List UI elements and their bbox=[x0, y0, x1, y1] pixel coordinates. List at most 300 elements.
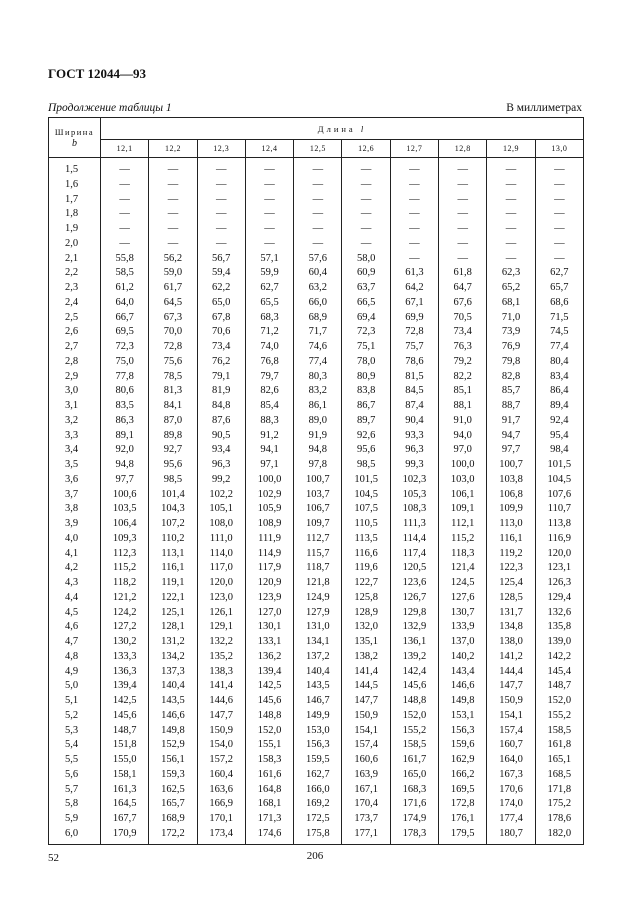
value-cell: 132,0 bbox=[342, 620, 390, 635]
value-cell: — bbox=[149, 222, 197, 237]
value-cell: 161,7 bbox=[390, 753, 438, 768]
value-cell: 126,7 bbox=[390, 591, 438, 606]
value-cell: — bbox=[245, 237, 293, 252]
value-cell: 152,0 bbox=[535, 694, 583, 709]
value-cell: 116,1 bbox=[487, 532, 535, 547]
value-cell: 66,5 bbox=[342, 296, 390, 311]
value-cell: 71,7 bbox=[294, 325, 342, 340]
value-cell: 116,1 bbox=[149, 561, 197, 576]
value-cell: — bbox=[535, 207, 583, 222]
value-cell: 163,9 bbox=[342, 768, 390, 783]
width-cell: 5,0 bbox=[49, 679, 101, 694]
table-row bbox=[49, 325, 584, 340]
width-label: Ширина bbox=[54, 126, 95, 137]
value-cell: — bbox=[149, 178, 197, 193]
width-cell: 5,3 bbox=[49, 724, 101, 739]
width-cell: 4,4 bbox=[49, 591, 101, 606]
value-cell: 144,4 bbox=[487, 665, 535, 680]
value-cell: 142,5 bbox=[245, 679, 293, 694]
value-cell: 155,2 bbox=[535, 709, 583, 724]
value-cell: 107,5 bbox=[342, 502, 390, 517]
value-cell: 83,8 bbox=[342, 384, 390, 399]
value-cell: — bbox=[294, 158, 342, 178]
value-cell: — bbox=[439, 222, 487, 237]
value-cell: 124,9 bbox=[294, 591, 342, 606]
width-cell: 5,6 bbox=[49, 768, 101, 783]
value-cell: 98,5 bbox=[149, 473, 197, 488]
value-cell: 57,1 bbox=[245, 252, 293, 267]
value-cell: 97,1 bbox=[245, 458, 293, 473]
value-cell: 171,8 bbox=[535, 783, 583, 798]
value-cell: — bbox=[439, 207, 487, 222]
value-cell: 168,5 bbox=[535, 768, 583, 783]
value-cell: 97,0 bbox=[439, 443, 487, 458]
value-cell: 65,7 bbox=[535, 281, 583, 296]
width-cell: 2,3 bbox=[49, 281, 101, 296]
value-cell: 78,6 bbox=[390, 355, 438, 370]
value-cell: 113,0 bbox=[487, 517, 535, 532]
value-cell: 138,2 bbox=[342, 650, 390, 665]
value-cell: 132,2 bbox=[197, 635, 245, 650]
value-cell: 80,6 bbox=[101, 384, 149, 399]
value-cell: 176,1 bbox=[439, 812, 487, 827]
value-cell: 118,3 bbox=[439, 547, 487, 562]
width-cell: 2,6 bbox=[49, 325, 101, 340]
value-cell: 165,1 bbox=[535, 753, 583, 768]
value-cell: 65,5 bbox=[245, 296, 293, 311]
value-cell: 163,6 bbox=[197, 783, 245, 798]
value-cell: — bbox=[101, 178, 149, 193]
width-cell: 2,4 bbox=[49, 296, 101, 311]
value-cell: 64,7 bbox=[439, 281, 487, 296]
table-body bbox=[49, 158, 584, 845]
value-cell: 82,8 bbox=[487, 370, 535, 385]
value-cell: 175,8 bbox=[294, 827, 342, 844]
value-cell: 160,6 bbox=[342, 753, 390, 768]
value-cell: 153,0 bbox=[294, 724, 342, 739]
value-cell: 69,4 bbox=[342, 311, 390, 326]
value-cell: 106,7 bbox=[294, 502, 342, 517]
value-cell: 154,0 bbox=[197, 738, 245, 753]
value-cell: 173,7 bbox=[342, 812, 390, 827]
value-cell: 133,1 bbox=[245, 635, 293, 650]
value-cell: 139,4 bbox=[101, 679, 149, 694]
value-cell: 94,7 bbox=[487, 429, 535, 444]
value-cell: 120,9 bbox=[245, 576, 293, 591]
value-cell: 111,0 bbox=[197, 532, 245, 547]
value-cell: 126,3 bbox=[535, 576, 583, 591]
width-cell: 4,5 bbox=[49, 606, 101, 621]
value-cell: 88,7 bbox=[487, 399, 535, 414]
value-cell: 86,3 bbox=[101, 414, 149, 429]
value-cell: 165,0 bbox=[390, 768, 438, 783]
value-cell: 133,3 bbox=[101, 650, 149, 665]
value-cell: 75,6 bbox=[149, 355, 197, 370]
value-cell: 63,7 bbox=[342, 281, 390, 296]
value-cell: 113,1 bbox=[149, 547, 197, 562]
value-cell: 62,3 bbox=[487, 266, 535, 281]
table-row bbox=[49, 488, 584, 503]
value-cell: 159,5 bbox=[294, 753, 342, 768]
value-cell: 113,8 bbox=[535, 517, 583, 532]
value-cell: 84,5 bbox=[390, 384, 438, 399]
value-cell: 114,4 bbox=[390, 532, 438, 547]
value-cell: 104,5 bbox=[535, 473, 583, 488]
value-cell: 179,5 bbox=[439, 827, 487, 844]
value-cell: 172,2 bbox=[149, 827, 197, 844]
value-cell: 132,6 bbox=[535, 606, 583, 621]
value-cell: 173,4 bbox=[197, 827, 245, 844]
length-column-header: 12,8 bbox=[439, 140, 487, 158]
width-cell: 1,6 bbox=[49, 178, 101, 193]
value-cell: 168,1 bbox=[245, 797, 293, 812]
value-cell: 152,9 bbox=[149, 738, 197, 753]
value-cell: — bbox=[487, 207, 535, 222]
value-cell: — bbox=[390, 207, 438, 222]
value-cell: 142,2 bbox=[535, 650, 583, 665]
value-cell: 135,8 bbox=[535, 620, 583, 635]
value-cell: 148,7 bbox=[101, 724, 149, 739]
value-cell: 67,6 bbox=[439, 296, 487, 311]
value-cell: 86,1 bbox=[294, 399, 342, 414]
width-cell: 1,8 bbox=[49, 207, 101, 222]
value-cell: 108,0 bbox=[197, 517, 245, 532]
value-cell: 104,3 bbox=[149, 502, 197, 517]
value-cell: 154,1 bbox=[487, 709, 535, 724]
value-cell: 75,7 bbox=[390, 340, 438, 355]
table-row bbox=[49, 797, 584, 812]
table-row bbox=[49, 281, 584, 296]
value-cell: 62,2 bbox=[197, 281, 245, 296]
value-cell: 177,1 bbox=[342, 827, 390, 844]
length-header bbox=[101, 118, 584, 140]
width-cell: 6,0 bbox=[49, 827, 101, 844]
width-cell: 3,1 bbox=[49, 399, 101, 414]
width-cell: 3,9 bbox=[49, 517, 101, 532]
value-cell: 136,2 bbox=[245, 650, 293, 665]
value-cell: 109,1 bbox=[439, 502, 487, 517]
value-cell: 92,6 bbox=[342, 429, 390, 444]
value-cell: 155,0 bbox=[101, 753, 149, 768]
value-cell: 150,9 bbox=[197, 724, 245, 739]
value-cell: 67,1 bbox=[390, 296, 438, 311]
value-cell: 81,9 bbox=[197, 384, 245, 399]
width-cell: 3,0 bbox=[49, 384, 101, 399]
value-cell: — bbox=[197, 193, 245, 208]
value-cell: 130,1 bbox=[245, 620, 293, 635]
width-cell: 4,2 bbox=[49, 561, 101, 576]
value-cell: 143,5 bbox=[149, 694, 197, 709]
width-cell: 5,4 bbox=[49, 738, 101, 753]
value-cell: 115,7 bbox=[294, 547, 342, 562]
value-cell: 146,6 bbox=[439, 679, 487, 694]
value-cell: 129,8 bbox=[390, 606, 438, 621]
value-cell: 81,3 bbox=[149, 384, 197, 399]
value-cell: 113,5 bbox=[342, 532, 390, 547]
value-cell: 61,8 bbox=[439, 266, 487, 281]
value-cell: 59,0 bbox=[149, 266, 197, 281]
width-cell: 4,1 bbox=[49, 547, 101, 562]
value-cell: 174,0 bbox=[487, 797, 535, 812]
value-cell: 164,5 bbox=[101, 797, 149, 812]
value-cell: 120,5 bbox=[390, 561, 438, 576]
value-cell: — bbox=[197, 178, 245, 193]
length-column-header: 12,2 bbox=[149, 140, 197, 158]
value-cell: 89,4 bbox=[535, 399, 583, 414]
value-cell: 100,7 bbox=[487, 458, 535, 473]
value-cell: 151,8 bbox=[101, 738, 149, 753]
value-cell: 142,4 bbox=[390, 665, 438, 680]
table-row bbox=[49, 384, 584, 399]
value-cell: 70,5 bbox=[439, 311, 487, 326]
value-cell: 61,7 bbox=[149, 281, 197, 296]
value-cell: 61,3 bbox=[390, 266, 438, 281]
value-cell: 117,0 bbox=[197, 561, 245, 576]
value-cell: 103,0 bbox=[439, 473, 487, 488]
value-cell: 100,0 bbox=[245, 473, 293, 488]
value-cell: — bbox=[342, 222, 390, 237]
value-cell: 121,4 bbox=[439, 561, 487, 576]
value-cell: 107,6 bbox=[535, 488, 583, 503]
width-cell: 2,2 bbox=[49, 266, 101, 281]
value-cell: 68,9 bbox=[294, 311, 342, 326]
value-cell: 128,5 bbox=[487, 591, 535, 606]
value-cell: 119,6 bbox=[342, 561, 390, 576]
width-cell: 5,9 bbox=[49, 812, 101, 827]
value-cell: 87,0 bbox=[149, 414, 197, 429]
value-cell: 68,6 bbox=[535, 296, 583, 311]
value-cell: 76,9 bbox=[487, 340, 535, 355]
width-header bbox=[49, 118, 101, 158]
table-row bbox=[49, 266, 584, 281]
value-cell: — bbox=[245, 158, 293, 178]
value-cell: 156,3 bbox=[294, 738, 342, 753]
value-cell: 77,4 bbox=[535, 340, 583, 355]
value-cell: 70,6 bbox=[197, 325, 245, 340]
value-cell: 83,5 bbox=[101, 399, 149, 414]
value-cell: 131,0 bbox=[294, 620, 342, 635]
value-cell: 103,7 bbox=[294, 488, 342, 503]
value-cell: 141,4 bbox=[342, 665, 390, 680]
value-cell: 130,7 bbox=[439, 606, 487, 621]
value-cell: 167,3 bbox=[487, 768, 535, 783]
value-cell: 76,2 bbox=[197, 355, 245, 370]
value-cell: 169,2 bbox=[294, 797, 342, 812]
value-cell: — bbox=[535, 193, 583, 208]
value-cell: — bbox=[390, 237, 438, 252]
value-cell: — bbox=[535, 252, 583, 267]
value-cell: 135,2 bbox=[197, 650, 245, 665]
value-cell: 131,2 bbox=[149, 635, 197, 650]
value-cell: 122,3 bbox=[487, 561, 535, 576]
value-cell: 105,9 bbox=[245, 502, 293, 517]
table-row bbox=[49, 340, 584, 355]
value-cell: — bbox=[535, 222, 583, 237]
value-cell: 90,5 bbox=[197, 429, 245, 444]
table-row bbox=[49, 429, 584, 444]
value-cell: 166,9 bbox=[197, 797, 245, 812]
value-cell: 168,9 bbox=[149, 812, 197, 827]
value-cell: 92,4 bbox=[535, 414, 583, 429]
value-cell: 56,2 bbox=[149, 252, 197, 267]
value-cell: 132,9 bbox=[390, 620, 438, 635]
value-cell: 80,4 bbox=[535, 355, 583, 370]
value-cell: 107,2 bbox=[149, 517, 197, 532]
value-cell: 141,4 bbox=[197, 679, 245, 694]
width-cell: 5,8 bbox=[49, 797, 101, 812]
value-cell: 127,9 bbox=[294, 606, 342, 621]
value-cell: — bbox=[439, 178, 487, 193]
value-cell: 121,8 bbox=[294, 576, 342, 591]
value-cell: 120,0 bbox=[197, 576, 245, 591]
value-cell: 178,3 bbox=[390, 827, 438, 844]
value-cell: 139,4 bbox=[245, 665, 293, 680]
table-row bbox=[49, 768, 584, 783]
value-cell: 120,0 bbox=[535, 547, 583, 562]
value-cell: 158,3 bbox=[245, 753, 293, 768]
value-cell: 83,4 bbox=[535, 370, 583, 385]
value-cell: 158,1 bbox=[101, 768, 149, 783]
width-cell: 2,0 bbox=[49, 237, 101, 252]
value-cell: 140,2 bbox=[439, 650, 487, 665]
value-cell: 160,4 bbox=[197, 768, 245, 783]
value-cell: 92,7 bbox=[149, 443, 197, 458]
value-cell: — bbox=[294, 178, 342, 193]
table-row bbox=[49, 620, 584, 635]
value-cell: 149,9 bbox=[294, 709, 342, 724]
value-cell: 158,5 bbox=[535, 724, 583, 739]
value-cell: 99,3 bbox=[390, 458, 438, 473]
table-row bbox=[49, 753, 584, 768]
value-cell: 109,9 bbox=[487, 502, 535, 517]
value-cell: — bbox=[101, 158, 149, 178]
value-cell: 89,1 bbox=[101, 429, 149, 444]
table-row bbox=[49, 650, 584, 665]
value-cell: 94,8 bbox=[101, 458, 149, 473]
value-cell: 119,1 bbox=[149, 576, 197, 591]
value-cell: 160,7 bbox=[487, 738, 535, 753]
value-cell: 182,0 bbox=[535, 827, 583, 844]
value-cell: 58,5 bbox=[101, 266, 149, 281]
value-cell: 74,6 bbox=[294, 340, 342, 355]
value-cell: — bbox=[439, 193, 487, 208]
value-cell: 55,8 bbox=[101, 252, 149, 267]
value-cell: 79,2 bbox=[439, 355, 487, 370]
value-cell: — bbox=[535, 237, 583, 252]
width-cell: 1,9 bbox=[49, 222, 101, 237]
value-cell: 97,7 bbox=[487, 443, 535, 458]
value-cell: 137,3 bbox=[149, 665, 197, 680]
value-cell: 67,8 bbox=[197, 311, 245, 326]
value-cell: 146,7 bbox=[294, 694, 342, 709]
value-cell: 158,5 bbox=[390, 738, 438, 753]
value-cell: 109,7 bbox=[294, 517, 342, 532]
value-cell: 104,5 bbox=[342, 488, 390, 503]
value-cell: 162,5 bbox=[149, 783, 197, 798]
value-cell: 102,2 bbox=[197, 488, 245, 503]
value-cell: 154,1 bbox=[342, 724, 390, 739]
table-row bbox=[49, 679, 584, 694]
center-page-number: 206 bbox=[306, 850, 324, 862]
value-cell: 180,7 bbox=[487, 827, 535, 844]
length-column-header: 12,4 bbox=[245, 140, 293, 158]
value-cell: — bbox=[535, 158, 583, 178]
value-cell: 148,8 bbox=[245, 709, 293, 724]
value-cell: 137,2 bbox=[294, 650, 342, 665]
value-cell: — bbox=[245, 178, 293, 193]
value-cell: — bbox=[245, 193, 293, 208]
length-symbol: l bbox=[360, 123, 367, 134]
value-cell: — bbox=[487, 237, 535, 252]
value-cell: 74,0 bbox=[245, 340, 293, 355]
table-row bbox=[49, 576, 584, 591]
value-cell: 106,4 bbox=[101, 517, 149, 532]
width-cell: 3,7 bbox=[49, 488, 101, 503]
value-cell: 175,2 bbox=[535, 797, 583, 812]
table-row bbox=[49, 517, 584, 532]
value-cell: — bbox=[294, 222, 342, 237]
value-cell: 148,8 bbox=[390, 694, 438, 709]
value-cell: 125,4 bbox=[487, 576, 535, 591]
table-row bbox=[49, 399, 584, 414]
value-cell: 58,0 bbox=[342, 252, 390, 267]
value-cell: 164,8 bbox=[245, 783, 293, 798]
value-cell: 115,2 bbox=[101, 561, 149, 576]
value-cell: 170,9 bbox=[101, 827, 149, 844]
dimensions-table bbox=[48, 117, 584, 845]
value-cell: 72,8 bbox=[390, 325, 438, 340]
table-row bbox=[49, 783, 584, 798]
value-cell: 75,1 bbox=[342, 340, 390, 355]
value-cell: 60,4 bbox=[294, 266, 342, 281]
value-cell: 135,1 bbox=[342, 635, 390, 650]
value-cell: 86,7 bbox=[342, 399, 390, 414]
value-cell: 142,5 bbox=[101, 694, 149, 709]
table-row bbox=[49, 694, 584, 709]
length-column-header: 12,5 bbox=[294, 140, 342, 158]
value-cell: — bbox=[439, 252, 487, 267]
value-cell: 99,2 bbox=[197, 473, 245, 488]
value-cell: 116,9 bbox=[535, 532, 583, 547]
value-cell: 91,7 bbox=[487, 414, 535, 429]
value-cell: — bbox=[101, 193, 149, 208]
value-cell: 137,0 bbox=[439, 635, 487, 650]
value-cell: 140,4 bbox=[149, 679, 197, 694]
value-cell: 125,8 bbox=[342, 591, 390, 606]
value-cell: 119,2 bbox=[487, 547, 535, 562]
value-cell: — bbox=[342, 207, 390, 222]
width-symbol: b bbox=[72, 137, 77, 149]
value-cell: 89,7 bbox=[342, 414, 390, 429]
value-cell: 171,6 bbox=[390, 797, 438, 812]
value-cell: 147,7 bbox=[487, 679, 535, 694]
value-cell: — bbox=[439, 158, 487, 178]
value-cell: 92,0 bbox=[101, 443, 149, 458]
value-cell: 146,6 bbox=[149, 709, 197, 724]
value-cell: — bbox=[101, 237, 149, 252]
value-cell: 145,6 bbox=[101, 709, 149, 724]
length-column-header: 12,6 bbox=[342, 140, 390, 158]
value-cell: 153,1 bbox=[439, 709, 487, 724]
value-cell: 172,5 bbox=[294, 812, 342, 827]
value-cell: 97,7 bbox=[101, 473, 149, 488]
value-cell: 57,6 bbox=[294, 252, 342, 267]
value-cell: 161,3 bbox=[101, 783, 149, 798]
value-cell: 61,2 bbox=[101, 281, 149, 296]
table-row bbox=[49, 178, 584, 193]
width-cell: 3,2 bbox=[49, 414, 101, 429]
length-columns-row bbox=[49, 140, 584, 158]
